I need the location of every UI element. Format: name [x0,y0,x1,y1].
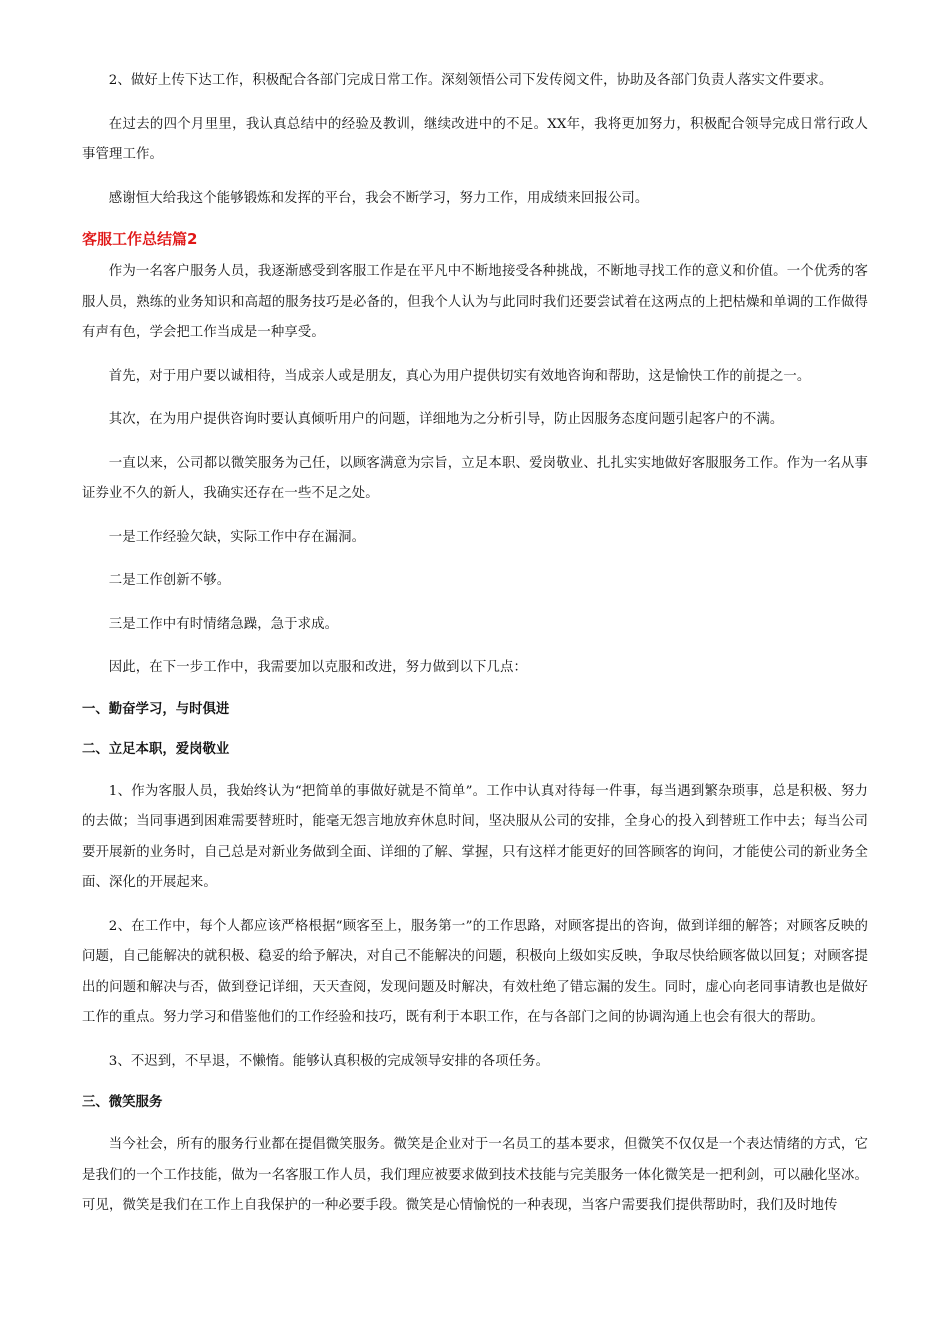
paragraph: 2、在工作中，每个人都应该严格根据“顾客至上，服务第一”的工作思路，对顾客提出的咨询，做到详细的解答；对顾客反映的问题，自己能解决的就积极、稳妥的给予解决，对自己不能解决的问题，积极向上级如实反映，争取尽快给顾客做以回复；对顾客提出的问题和解决与否，做到登记详细，天天查阅，发现问题及时解决，有效杜绝了错忘漏的发生。同时，虚心向老同事请教也是做好工作的重点。努力学习和借鉴他们的工作经验和技巧，既有利于本职工作，在与各部门之间的协调沟通上也会有很大的帮助。 [82,918,868,1025]
subheading-1: 一、勤奋学习，与时俱进 [82,701,230,717]
paragraph: 感谢恒大给我这个能够锻炼和发挥的平台，我会不断学习，努力工作，用成绩来回报公司。 [108,190,649,206]
paragraph: 一是工作经验欠缺，实际工作中存在漏洞。 [108,529,366,545]
paragraph: 当今社会，所有的服务行业都在提倡微笑服务。微笑是企业对于一名员工的基本要求，但微笑不仅仅是一个表达情绪的方式，它是我们的一个工作技能，做为一名客服工作人员，我们理应被要求做到技术技能与完美服务一体化微笑是一把利剑，可以融化坚冰。可见，微笑是我们在工作上自我保护的一种必要手段。微笑是心情愉悦的一种表现，当客户需要我们提供帮助时，我们及时地传 [82,1137,868,1213]
paragraph: 二是工作创新不够。 [108,573,231,588]
paragraph: 三是工作中有时情绪急躁，急于求成。 [108,616,339,632]
paragraph: 一直以来，公司都以微笑服务为己任，以顾客满意为宗旨，立足本职、爱岗敬业、扎扎实实地做好客服服务工作。作为一名从事证券业不久的新人，我确实还存在一些不足之处。 [82,455,868,501]
paragraph: 1、作为客服人员，我始终认为“把简单的事做好就是不简单”。工作中认真对待每一件事，每当遇到繁杂琐事，总是积极、努力的去做；当同事遇到困难需要替班时，能毫无怨言地放弃休息时间，坚决服从公司的安排，全身心的投入到替班工作中去；每当公司要开展新的业务时，自己总是对新业务做到全面、详细的了解、掌握，只有这样才能更好的回答顾客的询问，才能使公司的新业务全面、深化的开展起来。 [82,783,868,890]
paragraph: 3、不迟到，不早退，不懒惰。能够认真积极的完成领导安排的各项任务。 [108,1053,550,1069]
paragraph: 作为一名客户服务人员，我逐渐感受到客服工作是在平凡中不断地接受各种挑战，不断地寻找工作的意义和价值。一个优秀的客服人员，熟练的业务知识和高超的服务技巧是必备的，但我个人认为与此同时我们还要尝试着在这两点的上把枯燥和单调的工作做得有声有色，学会把工作当成是一种享受。 [82,264,868,340]
paragraph: 因此，在下一步工作中，我需要加以克服和改进，努力做到以下几点： [108,660,528,675]
paragraph: 其次，在为用户提供咨询时要认真倾听用户的问题，详细地为之分析引导，防止因服务态度问题引起客户的不满。 [108,412,784,427]
paragraph: 2、做好上传下达工作，积极配合各部门完成日常工作。深刻领悟公司下发传阅文件，协助及各部门负责人落实文件要求。 [108,73,833,88]
section-title: 客服工作总结篇2 [82,230,198,248]
subheading-2: 二、立足本职，爱岗敬业 [82,741,230,757]
paragraph: 首先，对于用户要以诚相待，当成亲人或是朋友，真心为用户提供切实有效地咨询和帮助，这是愉快工作的前提之一。 [108,368,811,384]
paragraph: 在过去的四个月里里，我认真总结中的经验及教训，继续改进中的不足。XX年，我将更加努力，积极配合领导完成日常行政人事管理工作。 [82,116,868,162]
subheading-3: 三、微笑服务 [82,1095,163,1110]
